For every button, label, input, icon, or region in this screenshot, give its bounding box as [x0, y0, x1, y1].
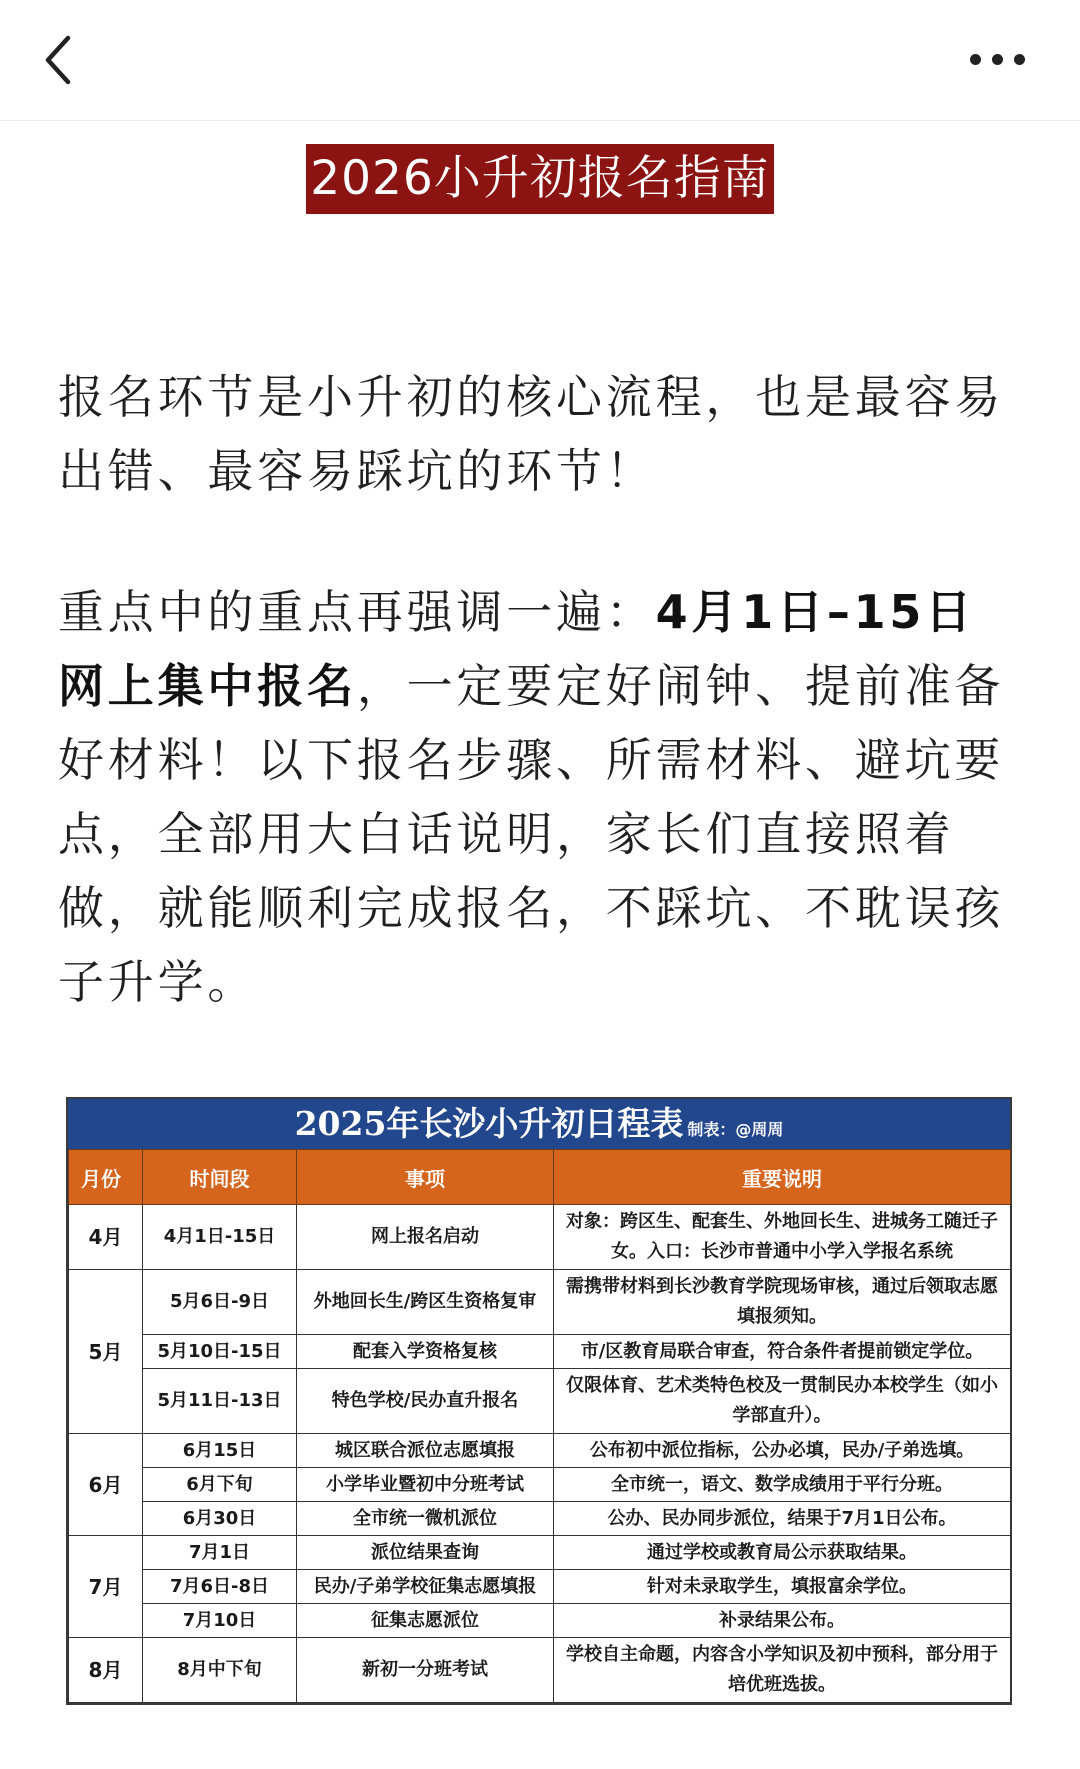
item-cell: 城区联合派位志愿填报 [297, 1434, 554, 1468]
article-title-wrap [0, 144, 1080, 214]
note-cell: 仅限体育、艺术类特色校及一贯制民办本校学生（如小学部直升）。 [554, 1369, 1011, 1434]
note-cell: 针对未录取学生，填报富余学位。 [554, 1570, 1011, 1604]
month-cell: 8月 [69, 1638, 143, 1703]
period-cell: 4月1日-15日 [143, 1205, 297, 1270]
month-cell: 7月 [69, 1536, 143, 1638]
note-cell: 公办、民办同步派位，结果于7月1日公布。 [554, 1502, 1011, 1536]
schedule-header-row [69, 1150, 1011, 1205]
table-row [69, 1335, 1011, 1369]
note-cell: 对象：跨区生、配套生、外地回长生、进城务工随迁子女。入口：长沙市普通中小学入学报名系统 [554, 1205, 1011, 1270]
top-nav-bar [0, 0, 1080, 121]
article-title: 2026小升初报名指南 [306, 144, 774, 214]
header-item: 事项 [297, 1150, 554, 1205]
header-month: 月份 [69, 1150, 143, 1205]
table-row [69, 1570, 1011, 1604]
header-note: 重要说明 [554, 1150, 1011, 1205]
item-cell: 外地回长生/跨区生资格复审 [297, 1270, 554, 1335]
item-cell: 民办/子弟学校征集志愿填报 [297, 1570, 554, 1604]
item-cell: 派位结果查询 [297, 1536, 554, 1570]
emphasis-paragraph [58, 575, 1022, 1019]
period-cell: 7月6日-8日 [143, 1570, 297, 1604]
chevron-left-icon[interactable] [38, 30, 82, 90]
schedule-table [68, 1149, 1011, 1703]
emphasis-bold-date: 4月1日–15日网上集中报名 [58, 585, 976, 713]
note-cell: 市/区教育局联合审查，符合条件者提前锁定学位。 [554, 1335, 1011, 1369]
table-row [69, 1369, 1011, 1434]
item-cell: 全市统一微机派位 [297, 1502, 554, 1536]
month-cell: 5月 [69, 1270, 143, 1434]
emphasis-tail: ，一定要定好闹钟、提前准备好材料！以下报名步骤、所需材料、避坑要点，全部用大白话说明，家长们直接照着做，就能顺利完成报名，不踩坑、不耽误孩子升学。 [58, 659, 1005, 1009]
period-cell: 6月30日 [143, 1502, 297, 1536]
item-cell: 特色学校/民办直升报名 [297, 1369, 554, 1434]
table-row [69, 1502, 1011, 1536]
note-cell: 需携带材料到长沙教育学院现场审核，通过后领取志愿填报须知。 [554, 1270, 1011, 1335]
intro-paragraph: 报名环节是小升初的核心流程，也是最容易出错、最容易踩坑的环节！ [58, 370, 1005, 498]
period-cell: 5月6日-9日 [143, 1270, 297, 1335]
schedule-maker: 制表：@周周 [687, 1120, 784, 1139]
item-cell: 网上报名启动 [297, 1205, 554, 1270]
item-cell: 配套入学资格复核 [297, 1335, 554, 1369]
period-cell: 7月10日 [143, 1604, 297, 1638]
table-row [69, 1536, 1011, 1570]
header-period: 时间段 [143, 1150, 297, 1205]
month-cell: 4月 [69, 1205, 143, 1270]
note-cell: 补录结果公布。 [554, 1604, 1011, 1638]
table-row [69, 1468, 1011, 1502]
table-row [69, 1205, 1011, 1270]
more-dots-icon[interactable] [968, 44, 1028, 74]
period-cell: 6月15日 [143, 1434, 297, 1468]
period-cell: 8月中下旬 [143, 1638, 297, 1703]
table-row [69, 1638, 1011, 1703]
note-cell: 通过学校或教育局公示获取结果。 [554, 1536, 1011, 1570]
note-cell: 公布初中派位指标，公办必填，民办/子弟选填。 [554, 1434, 1011, 1468]
period-cell: 5月10日-15日 [143, 1335, 297, 1369]
period-cell: 5月11日-13日 [143, 1369, 297, 1434]
item-cell: 新初一分班考试 [297, 1638, 554, 1703]
table-row [69, 1270, 1011, 1335]
schedule-title-bar [68, 1099, 1010, 1149]
note-cell: 学校自主命题，内容含小学知识及初中预科，部分用于培优班选拔。 [554, 1638, 1011, 1703]
period-cell: 6月下旬 [143, 1468, 297, 1502]
period-cell: 7月1日 [143, 1536, 297, 1570]
schedule-title: 2025年长沙小升初日程表 [294, 1104, 684, 1143]
month-cell: 6月 [69, 1434, 143, 1536]
emphasis-lead: 重点中的重点再强调一遍： [58, 585, 656, 639]
note-cell: 全市统一，语文、数学成绩用于平行分班。 [554, 1468, 1011, 1502]
table-row [69, 1604, 1011, 1638]
item-cell: 小学毕业暨初中分班考试 [297, 1468, 554, 1502]
schedule-image [66, 1097, 1012, 1705]
item-cell: 征集志愿派位 [297, 1604, 554, 1638]
table-row [69, 1434, 1011, 1468]
